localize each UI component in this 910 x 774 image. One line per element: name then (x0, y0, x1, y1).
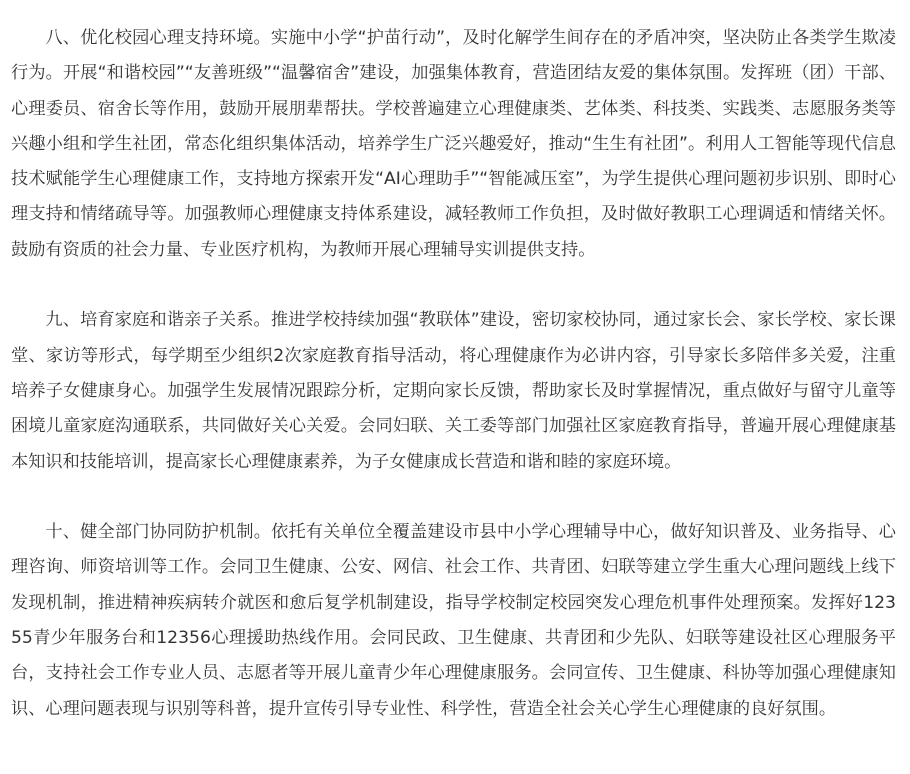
paragraph-family-relations: 九、培育家庭和谐亲子关系。推进学校持续加强“教联体”建设，密切家校协同，通过家长会、家长学校、家长课堂、家访等形式，每学期至少组织2次家庭教育指导活动，将心理健康作为必讲内容，引导家长多陪伴多关爱，注重培养子女健康身心。加强学生发展情况跟踪分析，定期向家长反馈，帮助家长及时掌握情况，重点做好与留守儿童等困境儿童家庭沟通联系，共同做好关心关爱。会同妇联、关工委等部门加强社区家庭教育指导，普遍开展心理健康基本知识和技能培训，提高家长心理健康素养，为子女健康成长营造和谐和睦的家庭环境。 (11, 310, 896, 472)
document-body (11, 21, 896, 727)
paragraph-department-coordination: 十、健全部门协同防护机制。依托有关单位全覆盖建设市县中小学心理辅导中心，做好知识普及、业务指导、心理咨询、师资培训等工作。会同卫生健康、公安、网信、社会工作、共青团、妇联等建立学生重大心理问题线上线下发现机制，推进精神疾病转介就医和愈后复学机制建设，指导学校制定校园突发心理危机事件处理预案。发挥好12355青少年服务台和12356心理援助热线作用。会同民政、卫生健康、共青团和少先队、妇联等建设社区心理服务平台，支持社会工作专业人员、志愿者等开展儿童青少年心理健康服务。会同宣传、卫生健康、科协等加强心理健康知识、心理问题表现与识别等科普，提升宣传引导专业性、科学性，营造全社会关心学生心理健康的良好氛围。 (11, 522, 896, 719)
paragraph-school-support: 八、优化校园心理支持环境。实施中小学“护苗行动”，及时化解学生间存在的矛盾冲突，坚决防止各类学生欺凌行为。开展“和谐校园”“友善班级”“温馨宿舍”建设，加强集体教育，营造团结友爱的集体氛围。发挥班（团）干部、心理委员、宿舍长等作用，鼓励开展朋辈帮扶。学校普遍建立心理健康类、艺体类、科技类、实践类、志愿服务类等兴趣小组和学生社团，常态化组织集体活动，培养学生广泛兴趣爱好，推动“生生有社团”。利用人工智能等现代信息技术赋能学生心理健康工作，支持地方探索开发“AI心理助手”“智能减压室”，为学生提供心理问题初步识别、即时心理支持和情绪疏导等。加强教师心理健康支持体系建设，减轻教师工作负担，及时做好教职工心理调适和情绪关怀。鼓励有资质的社会力量、专业医疗机构，为教师开展心理辅导实训提供支持。 (11, 28, 896, 260)
paragraph-spacer (11, 480, 896, 515)
paragraph-spacer (11, 268, 896, 303)
